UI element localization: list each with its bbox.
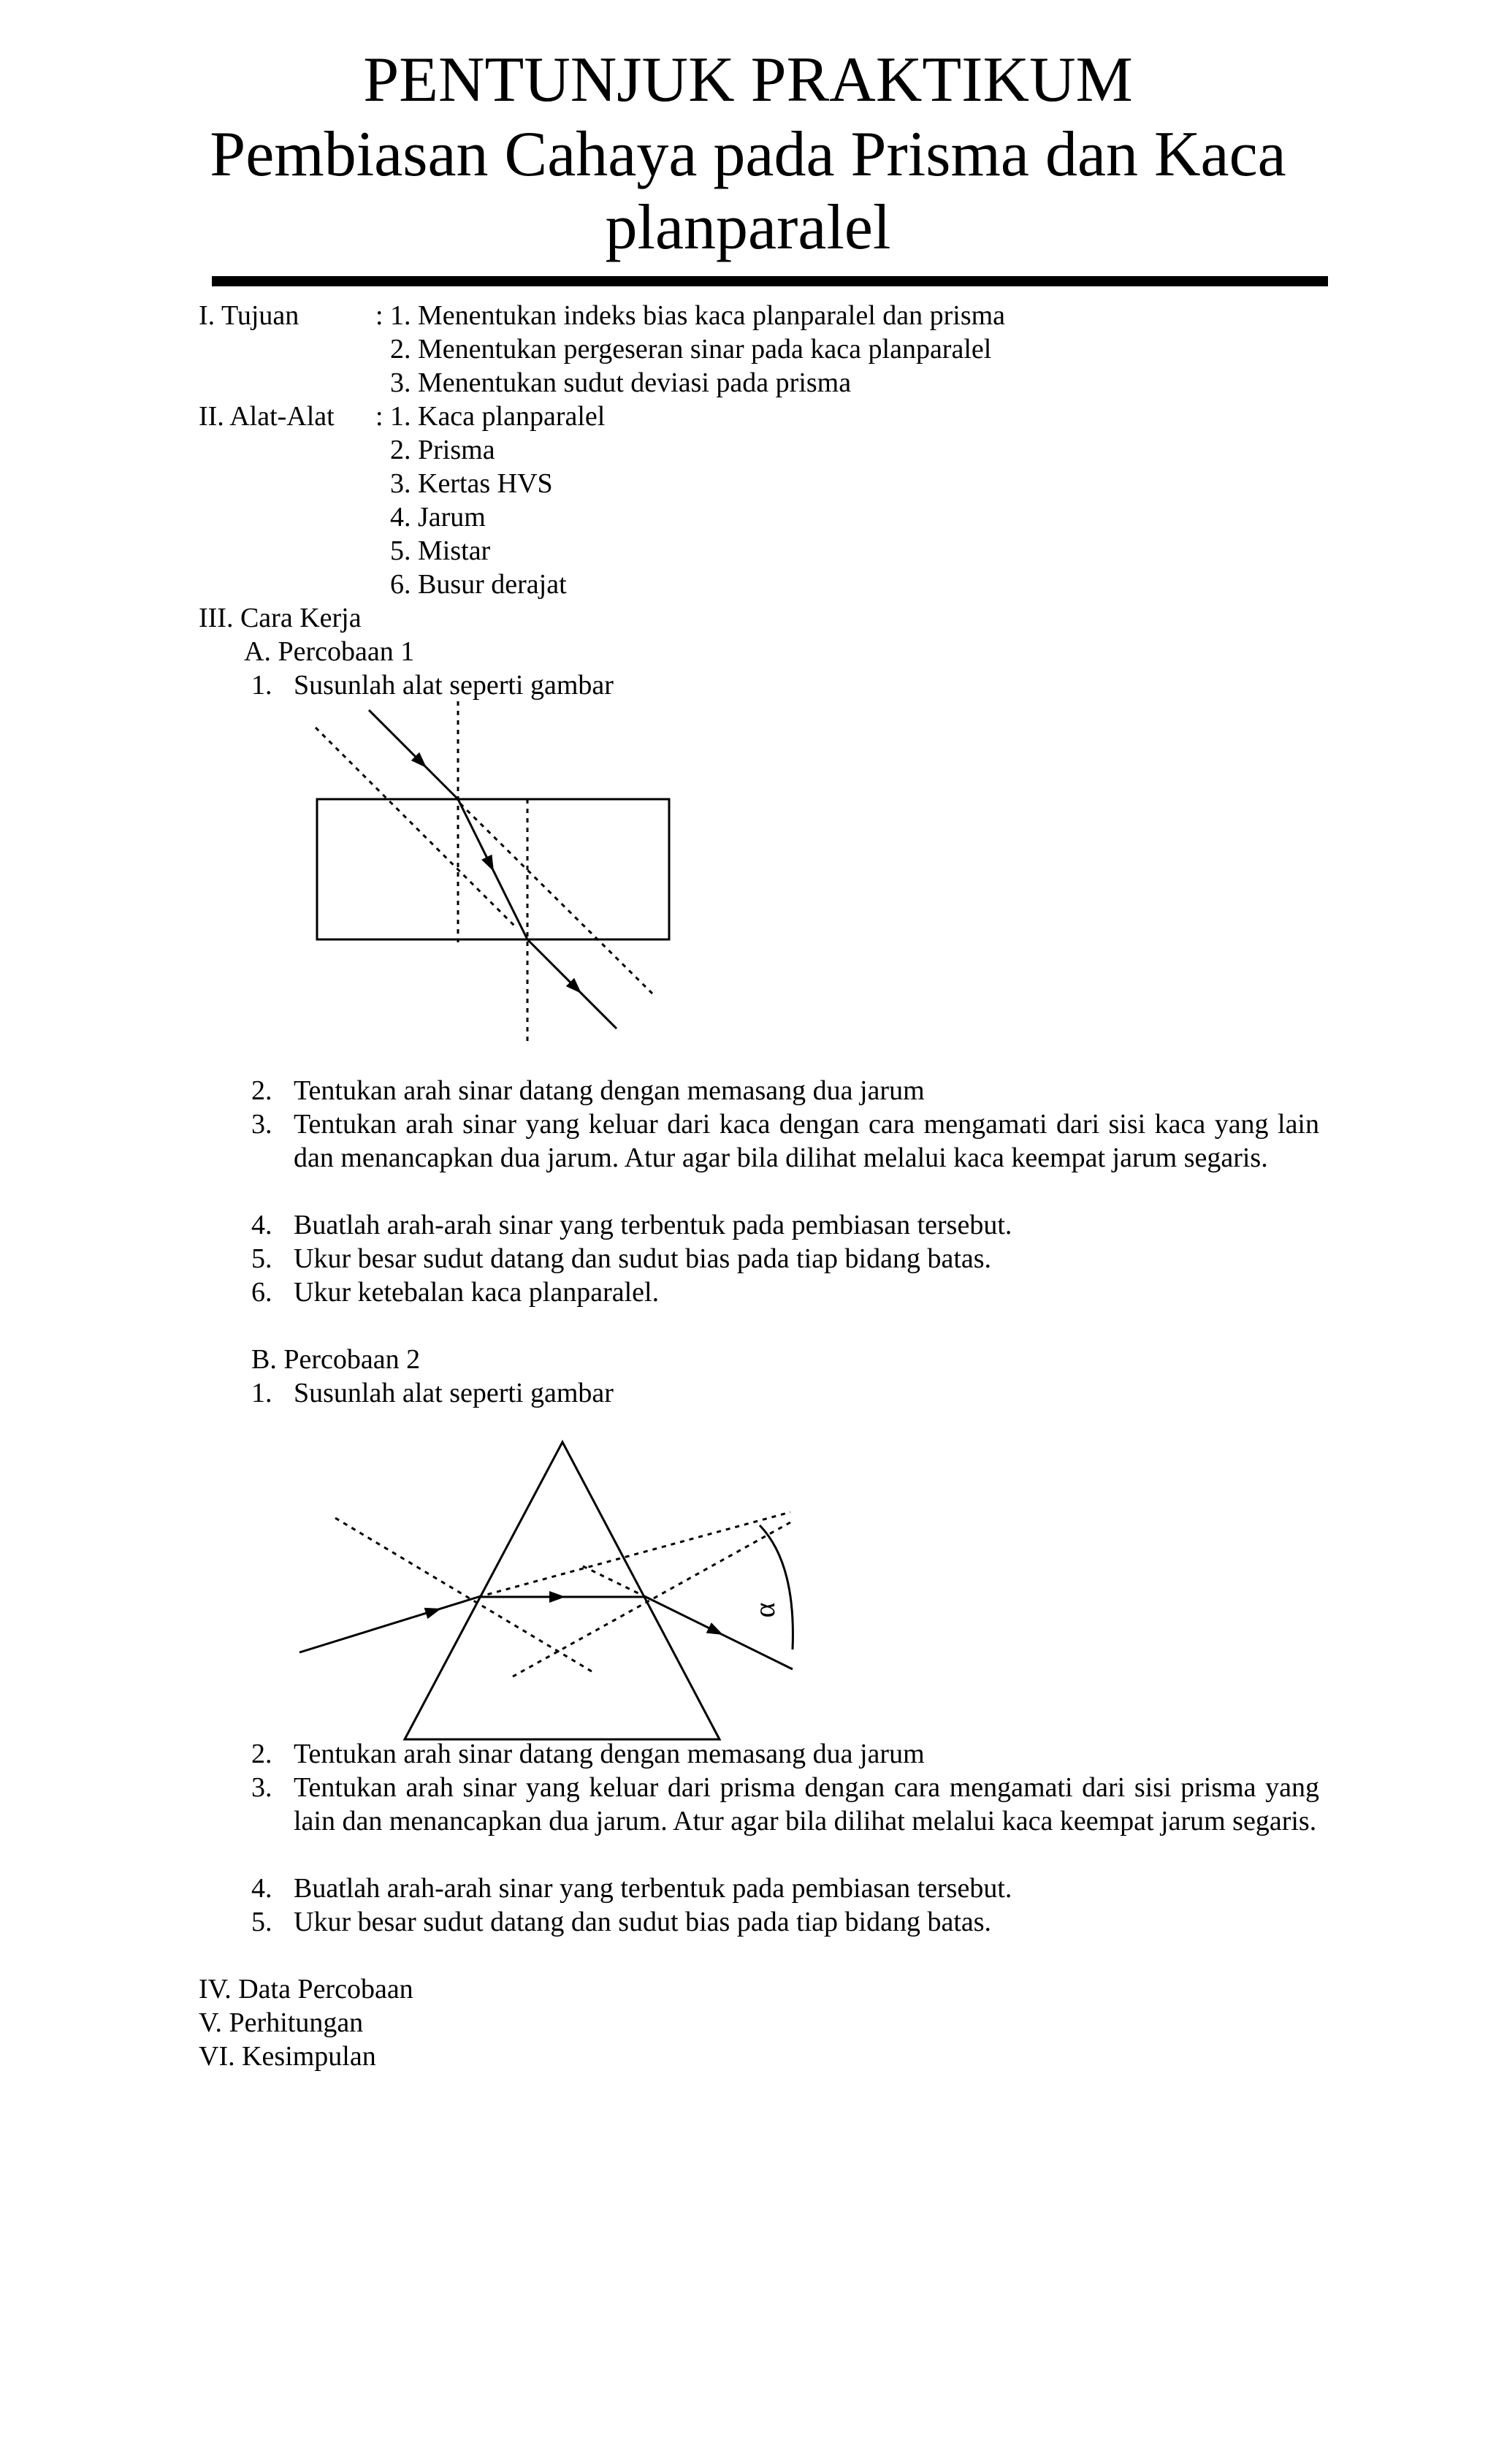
step-text: Buatlah arah-arah sinar yang terbentuk pada pembiasan tersebut. — [294, 1873, 1012, 1904]
percobaan-1-label: A. Percobaan 1 — [244, 636, 415, 667]
step-text: Ukur ketebalan kaca planparalel. — [294, 1277, 660, 1308]
step-text: Ukur besar sudut datang dan sudut bias pada tiap bidang batas. — [294, 1243, 992, 1274]
arrow-head — [706, 1622, 726, 1640]
tujuan-item: 1. Menentukan indeks bias kaca planparalel dan prisma — [390, 300, 1006, 331]
step-number: 3. — [251, 1772, 272, 1803]
step-text: Susunlah alat seperti gambar — [294, 670, 614, 701]
step-number: 5. — [251, 1907, 272, 1937]
deviation-angle-arc — [760, 1525, 793, 1649]
step-number: 1. — [251, 1378, 272, 1408]
tujuan-item: 3. Menentukan sudut deviasi pada prisma — [390, 367, 852, 398]
step-number: 3. — [251, 1109, 272, 1140]
step-text: Tentukan arah sinar datang dengan memasang dua jarum — [294, 1739, 925, 1769]
arrow-head — [424, 1603, 443, 1619]
step-number: 2. — [251, 1739, 272, 1769]
section-tujuan-label: I. Tujuan — [199, 300, 299, 331]
step-number: 4. — [251, 1873, 272, 1904]
section-data-percobaan: IV. Data Percobaan — [199, 1974, 413, 2005]
step-number: 5. — [251, 1243, 272, 1274]
step-number: 6. — [251, 1277, 272, 1308]
deviation-line — [478, 1512, 790, 1597]
alat-item: 3. Kertas HVS — [390, 468, 553, 499]
step-text: Tentukan arah sinar datang dengan memasang dua jarum — [294, 1075, 925, 1106]
step-number: 1. — [251, 670, 272, 701]
section-kesimpulan: VI. Kesimpulan — [199, 2041, 376, 2072]
section-cara-kerja-label: III. Cara Kerja — [199, 603, 362, 633]
step-text: Buatlah arah-arah sinar yang terbentuk pada pembiasan tersebut. — [294, 1210, 1012, 1240]
section-perhitungan: V. Perhitungan — [199, 2007, 364, 2038]
prism-outline — [405, 1442, 720, 1739]
step-number: 4. — [251, 1210, 272, 1240]
alat-item: 4. Jarum — [390, 502, 486, 533]
alat-item: 5. Mistar — [390, 535, 491, 566]
arrow-head — [549, 1591, 565, 1603]
title-line-3: planparalel — [605, 192, 891, 263]
step-text: Ukur besar sudut datang dan sudut bias pada tiap bidang batas. — [294, 1907, 992, 1937]
alat-colon: : — [375, 401, 383, 432]
title-line-2: Pembiasan Cahaya pada Prisma dan Kaca — [210, 119, 1286, 190]
deviation-angle-symbol: α — [748, 1602, 781, 1618]
tujuan-item: 2. Menentukan pergeseran sinar pada kaca planparalel — [390, 334, 992, 365]
alat-item: 6. Busur derajat — [390, 569, 567, 600]
alat-item: 2. Prisma — [390, 435, 495, 465]
step-text: Susunlah alat seperti gambar — [294, 1378, 614, 1408]
incident-ray — [299, 1597, 478, 1652]
section-alat-label: II. Alat-Alat — [199, 401, 335, 432]
percobaan-2-label: B. Percobaan 2 — [251, 1344, 421, 1375]
alat-item: 1. Kaca planparalel — [390, 401, 606, 432]
step-text: Tentukan arah sinar yang keluar dari prisma dengan cara mengamati dari sisi prisma yang lain dan menancapkan dua jarum. Atur agar bila dilihat melalui kaca keempat jarum segaris. — [294, 1772, 1319, 1836]
step-number: 2. — [251, 1075, 272, 1106]
title-line-1: PENTUNJUK PRAKTIKUM — [363, 45, 1133, 115]
tujuan-colon: : — [375, 300, 383, 331]
step-text: Tentukan arah sinar yang keluar dari kaca dengan cara mengamati dari sisi kaca yang lain dan menancapkan dua jarum. Atur agar bila dilihat melalui kaca keempat jarum segaris. — [294, 1109, 1319, 1173]
